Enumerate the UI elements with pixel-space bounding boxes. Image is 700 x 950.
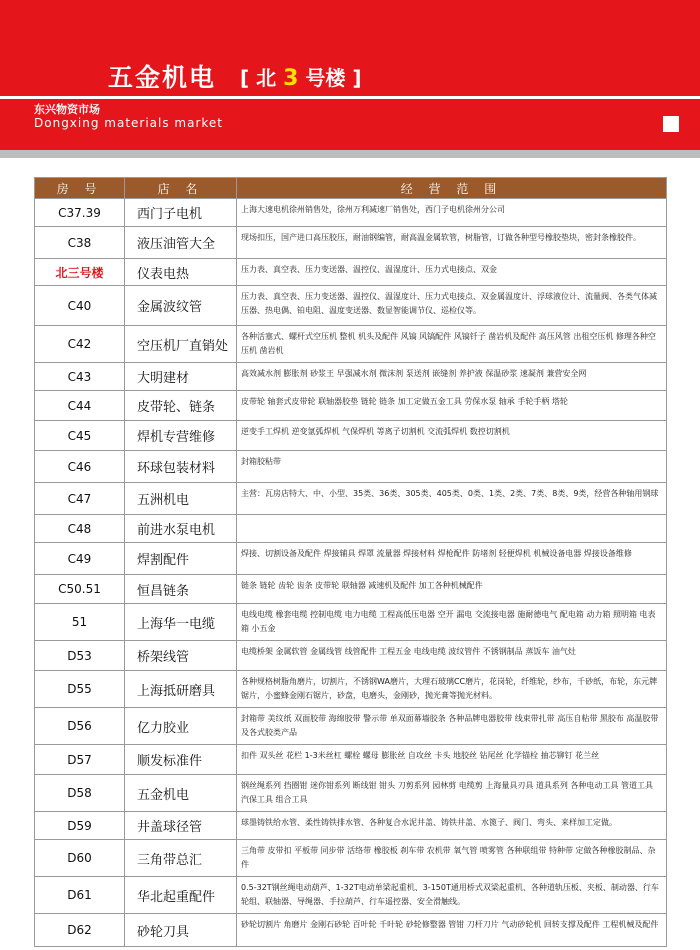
room-number: C45 bbox=[35, 421, 125, 451]
business-scope: 0.5-32T钢丝绳电动葫芦、1-32T电动单梁起重机、3-150T通用桥式双梁起重机、各种道轨压板、夹板、制动器、行车轮组、联轴器、导绳器、手拉葫芦、行车遥控器、安全滑触线。 bbox=[237, 877, 667, 914]
business-scope: 高效减水剂 膨胀剂 砂浆王 早强减水剂 微沫剂 泵送剂 嵌缝剂 养护液 保温砂浆 速凝剂 兼营安全网 bbox=[237, 363, 667, 391]
table-row bbox=[35, 708, 667, 745]
page-title: 五金机电 bbox=[108, 63, 217, 92]
business-scope: 扣件 双头丝 花栏 1-3米丝杠 螺栓 螺母 膨胀丝 自攻丝 卡头 地胶丝 钻尾丝 化学锚栓 抽芯铆钉 花兰丝 bbox=[237, 745, 667, 775]
room-number: C44 bbox=[35, 391, 125, 421]
room-number: D58 bbox=[35, 775, 125, 812]
table-row bbox=[35, 483, 667, 515]
business-scope: 链条 链轮 齿轮 齿条 皮带轮 联轴器 减速机及配件 加工各种机械配件 bbox=[237, 575, 667, 604]
header-banner bbox=[0, 0, 700, 150]
room-number: C47 bbox=[35, 483, 125, 515]
room-number: D59 bbox=[35, 812, 125, 840]
building-label bbox=[240, 62, 361, 91]
business-scope: 封箱带 美纹纸 双面胶带 海绵胶带 警示带 单双面幕墙胶条 各种品牌电器胶带 线束带扎带 高压自粘带 黑胶布 高温胶带 及各式胶类产品 bbox=[237, 708, 667, 745]
header-room: 房 号 bbox=[35, 178, 125, 199]
business-scope: 封箱胶粘带 bbox=[237, 451, 667, 483]
business-scope: 焊接、切割设备及配件 焊接辅具 焊罩 流量器 焊接材料 焊枪配件 防堵剂 轻便焊机 机械设备电器 焊接设备维修 bbox=[237, 543, 667, 575]
business-scope: 现场扣压，国产进口高压胶压，耐油钢编管，耐高温金属软管，树脂管，订做各种型号橡胶垫块，密封条橡胶件。 bbox=[237, 227, 667, 259]
table-row bbox=[35, 877, 667, 914]
shop-name: 桥架线管 bbox=[125, 641, 237, 671]
table-row bbox=[35, 286, 667, 326]
room-number: 51 bbox=[35, 604, 125, 641]
table-row bbox=[35, 604, 667, 641]
room-number: D56 bbox=[35, 708, 125, 745]
shop-name: 皮带轮、链条 bbox=[125, 391, 237, 421]
header-divider bbox=[0, 96, 700, 99]
header-shop: 店 名 bbox=[125, 178, 237, 199]
shop-name: 仪表电热 bbox=[125, 259, 237, 286]
table-row bbox=[35, 840, 667, 877]
market-name-cn: 东兴物资市场 bbox=[34, 103, 100, 116]
business-scope: 各种活塞式、螺杆式空压机 整机 机头及配件 风镐 风镐配件 风镐钎子 凿岩机及配件 高压风管 出租空压机 修理各种空压机 凿岩机 bbox=[237, 326, 667, 363]
table-row bbox=[35, 363, 667, 391]
business-scope: 压力表、真空表、压力变送器、温控仪、温湿度计、压力式电接点、双金属温度计、浮球液位计、流量阀、各类气体减压器、热电偶、铂电阻、温度变送器、数显智能调节仪、巡检仪等。 bbox=[237, 286, 667, 326]
business-scope: 上海大速电机徐州销售处，徐州万利减速厂销售处，西门子电机徐州分公司 bbox=[237, 199, 667, 227]
table-row bbox=[35, 199, 667, 227]
room-number: C43 bbox=[35, 363, 125, 391]
table-row bbox=[35, 575, 667, 604]
room-number: D62 bbox=[35, 914, 125, 947]
room-number: C40 bbox=[35, 286, 125, 326]
shop-name: 井盖球径管 bbox=[125, 812, 237, 840]
table-row bbox=[35, 421, 667, 451]
table-row bbox=[35, 515, 667, 543]
shop-name: 西门子电机 bbox=[125, 199, 237, 227]
shop-name: 焊割配件 bbox=[125, 543, 237, 575]
room-number: D61 bbox=[35, 877, 125, 914]
shop-name: 环球包装材料 bbox=[125, 451, 237, 483]
table-row bbox=[35, 914, 667, 947]
shop-name: 五洲机电 bbox=[125, 483, 237, 515]
shop-name: 空压机厂直销处 bbox=[125, 326, 237, 363]
table-row bbox=[35, 775, 667, 812]
business-scope: 砂轮切割片 角磨片 金刚石砂轮 百叶轮 千叶轮 砂轮修整器 管钳 刀杆刀片 气动砂轮机 回转支撑及配件 工程机械及配件 bbox=[237, 914, 667, 947]
room-number: C48 bbox=[35, 515, 125, 543]
room-number: C50.51 bbox=[35, 575, 125, 604]
shop-name: 焊机专营维修 bbox=[125, 421, 237, 451]
table-row bbox=[35, 671, 667, 708]
business-scope: 主营：瓦房店特大、中、小型、35类、36类、305类、405类、0类、1类、2类、7类、8类、9类，经营各种轴用钢球 bbox=[237, 483, 667, 515]
header-shadow-strip bbox=[0, 150, 700, 158]
business-scope: 逆变手工焊机 逆变氩弧焊机 气保焊机 等离子切割机 交流弧焊机 数控切割机 bbox=[237, 421, 667, 451]
shop-name: 五金机电 bbox=[125, 775, 237, 812]
table-row bbox=[35, 812, 667, 840]
table-row bbox=[35, 227, 667, 259]
room-number: C46 bbox=[35, 451, 125, 483]
business-scope bbox=[237, 515, 667, 543]
business-scope: 钢丝绳系列 挡圈钳 迷你钳系列 断线钳 钳头 刀剪系列 园林剪 电缆剪 上海量具刃具 道具系列 各种电动工具 管道工具 汽保工具 组合工具 bbox=[237, 775, 667, 812]
shop-name: 三角带总汇 bbox=[125, 840, 237, 877]
room-number: C37.39 bbox=[35, 199, 125, 227]
shop-name: 上海华一电缆 bbox=[125, 604, 237, 641]
business-scope: 皮带轮 轴套式皮带轮 联轴器胶垫 链轮 链条 加工定做五金工具 劳保水泵 轴承 手轮手柄 塔轮 bbox=[237, 391, 667, 421]
building-open: [ 北 bbox=[240, 66, 284, 90]
business-scope: 电线电缆 橡套电缆 控制电缆 电力电缆 工程高低压电器 空开 漏电 交流接电器 施耐德电气 配电箱 动力箱 照明箱 电表箱 小五金 bbox=[237, 604, 667, 641]
business-scope: 球墨铸铁给水管、柔性铸铁排水管、各种复合水泥井盖、铸铁井盖、水篦子、阀门、弯头、来样加工定做。 bbox=[237, 812, 667, 840]
shop-name: 金属波纹管 bbox=[125, 286, 237, 326]
room-number: D55 bbox=[35, 671, 125, 708]
shop-name: 顺发标准件 bbox=[125, 745, 237, 775]
table-row bbox=[35, 745, 667, 775]
header-business: 经 营 范 围 bbox=[237, 178, 667, 199]
shop-name: 亿力胶业 bbox=[125, 708, 237, 745]
corner-square bbox=[663, 116, 679, 132]
table-row bbox=[35, 326, 667, 363]
shop-name: 上海抵研磨具 bbox=[125, 671, 237, 708]
shop-name: 华北起重配件 bbox=[125, 877, 237, 914]
table-row bbox=[35, 451, 667, 483]
room-number: C38 bbox=[35, 227, 125, 259]
room-number: D57 bbox=[35, 745, 125, 775]
directory-table bbox=[34, 177, 667, 947]
table-row bbox=[35, 391, 667, 421]
table-row bbox=[35, 641, 667, 671]
business-scope: 压力表、真空表、压力变送器、温控仪、温湿度计、压力式电接点、双金 bbox=[237, 259, 667, 286]
shop-name: 大明建材 bbox=[125, 363, 237, 391]
business-scope: 各种规格树脂角磨片，切割片，不锈钢WA磨片，大理石玻璃CC磨片，花岗轮，纤维轮，纱布，千砂纸，布轮，东元牌锯片，小蜜蜂金刚石锯片，砂盘，电磨头，金刚砂，抛光膏等抛光材料。 bbox=[237, 671, 667, 708]
building-close: 号楼 ] bbox=[298, 66, 362, 90]
table-row bbox=[35, 543, 667, 575]
table-row bbox=[35, 259, 667, 286]
shop-name: 砂轮刀具 bbox=[125, 914, 237, 947]
business-scope: 三角带 皮带扣 平板带 同步带 活络带 橡胶板 刹车带 农机带 氧气管 喷雾管 各种联组带 特种带 定做各种橡胶制品、杂件 bbox=[237, 840, 667, 877]
room-number: C42 bbox=[35, 326, 125, 363]
building-number: 3 bbox=[283, 66, 299, 91]
market-name-en: Dongxing materials market bbox=[34, 116, 224, 130]
room-number: D60 bbox=[35, 840, 125, 877]
table-header-row bbox=[35, 178, 667, 199]
room-number: 北三号楼 bbox=[35, 259, 125, 286]
room-number: C49 bbox=[35, 543, 125, 575]
shop-name: 前进水泵电机 bbox=[125, 515, 237, 543]
room-number: D53 bbox=[35, 641, 125, 671]
business-scope: 电缆桥架 金属软管 金属线管 线管配件 工程五金 电线电缆 波纹管件 不锈钢制品 蒸饭车 油气灶 bbox=[237, 641, 667, 671]
shop-name: 液压油管大全 bbox=[125, 227, 237, 259]
shop-name: 恒昌链条 bbox=[125, 575, 237, 604]
